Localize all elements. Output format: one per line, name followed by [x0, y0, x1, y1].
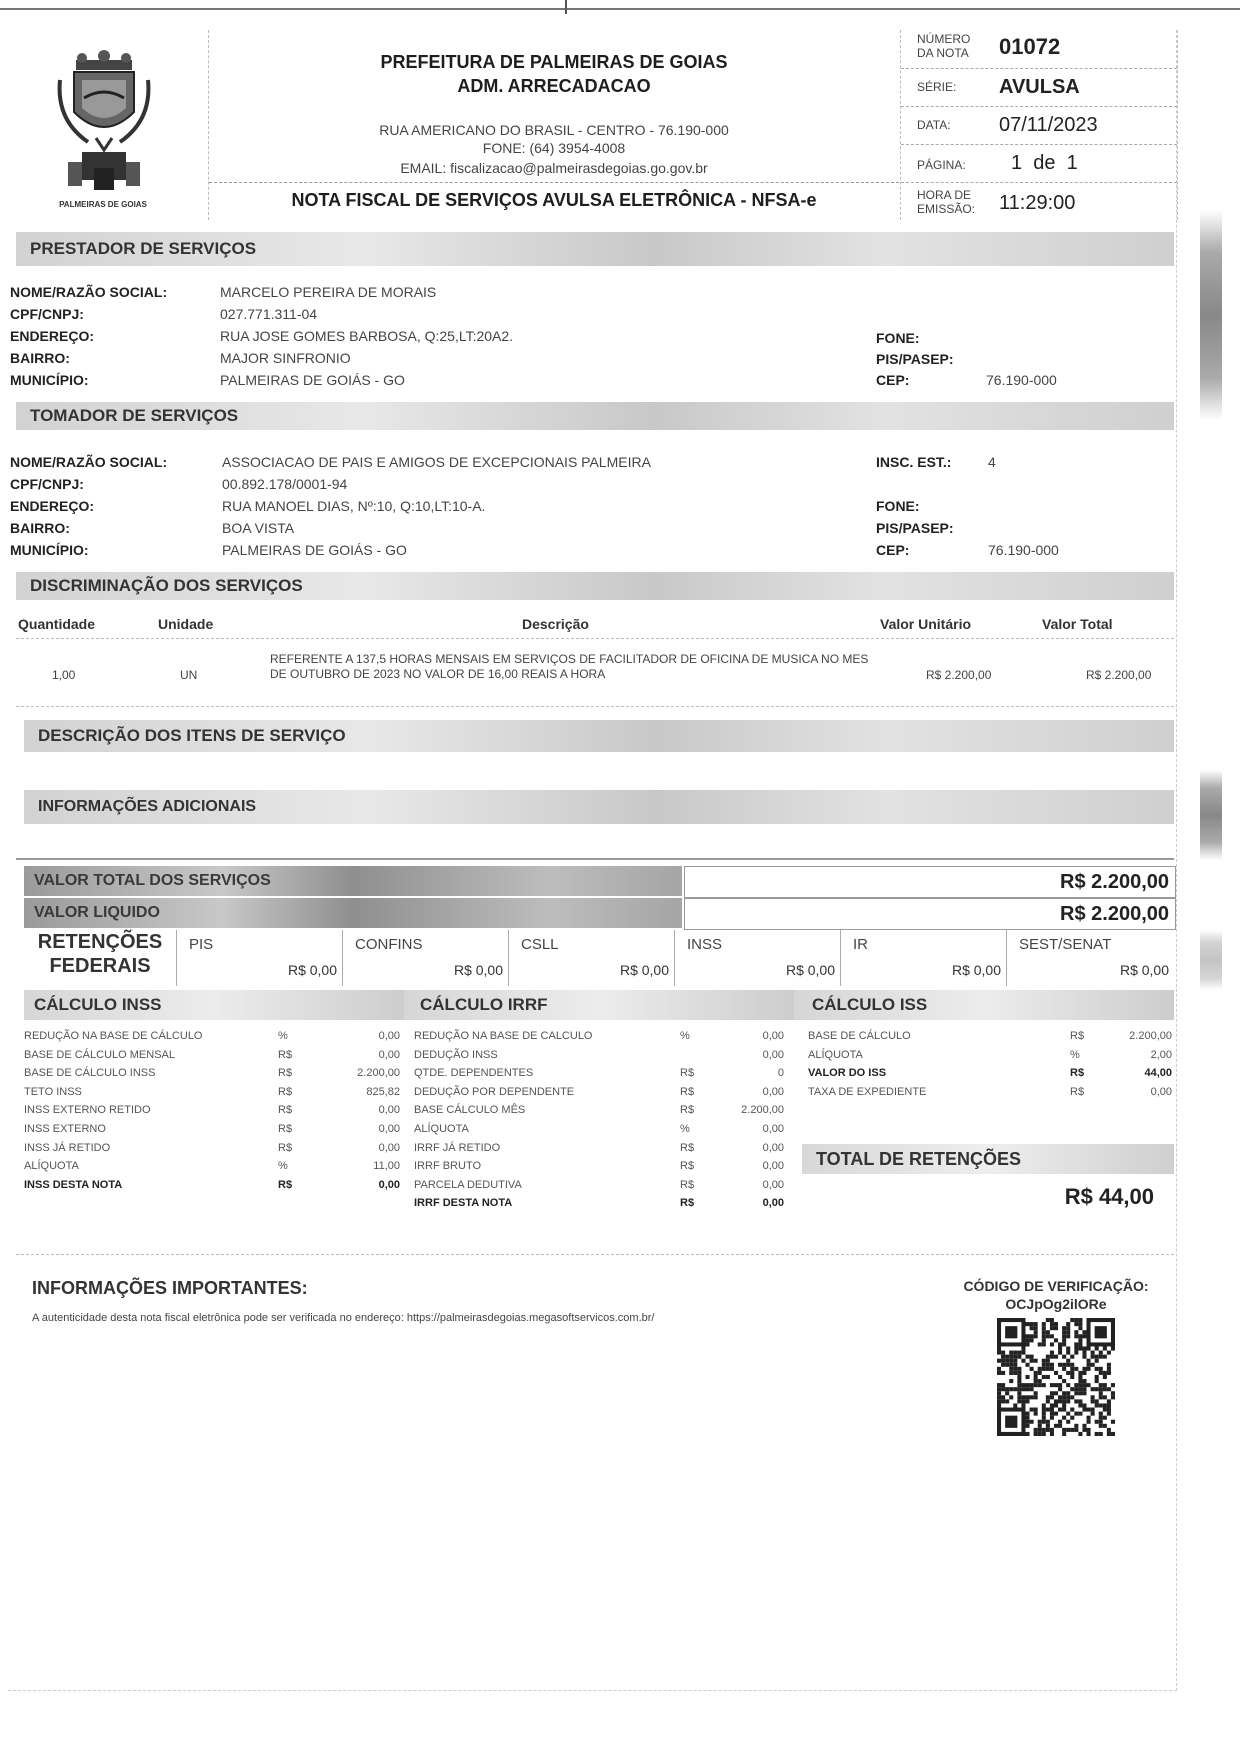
calc-value: 0,00 [378, 1030, 400, 1042]
divider [16, 706, 1174, 707]
prestador-cep: 76.190-000 [986, 372, 1057, 388]
calc-unit: R$ [680, 1104, 695, 1117]
itens-title: DESCRIÇÃO DOS ITENS DE SERVIÇO [38, 726, 346, 745]
calc-row [414, 1067, 784, 1085]
retencao-csll [508, 930, 675, 986]
calc-row [414, 1123, 784, 1141]
meta-numero [901, 30, 1177, 69]
calc-value: 825,82 [366, 1085, 400, 1098]
prestador-fone-label: FONE: [876, 330, 920, 346]
calc-value: 0,00 [762, 1141, 784, 1154]
col-quantidade: Quantidade [18, 616, 96, 632]
calc-row [808, 1086, 1172, 1104]
calc-label: INSS JÁ RETIDO [24, 1141, 111, 1154]
divider [16, 1254, 1174, 1255]
calculo-irrf-title: CÁLCULO IRRF [420, 995, 548, 1014]
calc-value: 0,00 [378, 1178, 400, 1191]
calc-row [808, 1067, 1172, 1085]
verificacao-label: CÓDIGO DE VERIFICAÇÃO: [963, 1278, 1149, 1294]
retencao-name: CONFINS [355, 936, 423, 953]
page-indicator: 1 de 1 [1011, 152, 1078, 174]
retencao-inss [674, 930, 841, 986]
calc-label: BASE DE CÁLCULO [808, 1030, 911, 1042]
calc-unit: R$ [278, 1178, 293, 1191]
calc-unit: R$ [278, 1085, 293, 1098]
calculo-inss-header [24, 990, 404, 1020]
calc-unit: R$ [680, 1197, 695, 1210]
meta-pagina [901, 144, 1177, 183]
calc-label: VALOR DO ISS [808, 1067, 887, 1080]
prestador-cpf: 027.771.311-04 [220, 306, 318, 322]
tomador-cep: 76.190-000 [988, 542, 1059, 558]
calc-label: INSS EXTERNO [24, 1123, 106, 1135]
divider [16, 638, 1174, 639]
tomador-insc-label: INSC. EST.: [876, 454, 952, 470]
tomador-nome-label: NOME/RAZÃO SOCIAL: [10, 454, 168, 470]
calc-value: 0,00 [378, 1048, 400, 1061]
scan-top-tick [565, 0, 567, 14]
retencao-value: R$ 0,00 [453, 962, 503, 978]
calc-unit: R$ [680, 1160, 695, 1173]
retencao-value: R$ 0,00 [619, 962, 669, 978]
calc-row [414, 1179, 784, 1197]
hora-label-2: EMISSÃO: [917, 202, 976, 216]
prestador-pis-label: PIS/PASEP: [876, 351, 954, 367]
calc-unit: % [278, 1030, 288, 1042]
calc-label: ALÍQUOTA [808, 1048, 863, 1061]
retencao-value: R$ 0,00 [785, 962, 835, 978]
col-unidade: Unidade [158, 616, 214, 632]
calc-value: 2.200,00 [357, 1067, 400, 1080]
numero-label: NÚMERO [917, 32, 971, 46]
calc-label: TETO INSS [24, 1085, 82, 1098]
valor-total-label-bar [24, 866, 682, 896]
tomador-cpf: 00.892.178/0001-94 [222, 476, 348, 492]
calc-row [414, 1142, 784, 1160]
col-descricao: Descrição [522, 616, 589, 632]
calc-label: DEDUÇÃO POR DEPENDENTE [414, 1085, 575, 1098]
invoice-number: 01072 [999, 34, 1061, 59]
row-valor-total: R$ 2.200,00 [1086, 668, 1152, 682]
calc-unit: R$ [680, 1085, 695, 1098]
calc-value: 2,00 [1150, 1048, 1172, 1061]
calculo-irrf-header [404, 990, 794, 1020]
meta-serie [901, 68, 1177, 107]
issuer-email: EMAIL: fiscalizacao@palmeirasdegoias.go.gov.br [400, 160, 708, 176]
calc-unit: % [680, 1123, 690, 1135]
calc-unit: % [680, 1030, 690, 1042]
verificacao-code: OCJpOg2ilORe [1005, 1296, 1107, 1312]
qr-code-icon[interactable] [997, 1318, 1115, 1436]
prestador-section-header [16, 232, 1174, 266]
calc-label: TAXA DE EXPEDIENTE [808, 1085, 927, 1098]
calc-value: 0,00 [378, 1123, 400, 1135]
meta-data [901, 106, 1177, 145]
calc-label: INSS DESTA NOTA [24, 1178, 123, 1191]
numero-label-2: DA NOTA [917, 46, 969, 60]
retencao-name: CSLL [521, 936, 559, 953]
row-descricao: REFERENTE A 137,5 HORAS MENSAIS EM SERVIÇOS DE FACILITADOR DE OFICINA DE MUSICA NO MES DE OUTUBRO DE 2023 NO VALOR DE 16,00 REAIS A HORA [270, 652, 869, 681]
retencao-pis [176, 930, 343, 986]
prestador-endereco: RUA JOSE GOMES BARBOSA, Q:25,LT:20A2. [220, 328, 514, 344]
hora-label: HORA DE [917, 188, 972, 202]
total-retencoes-header [802, 1144, 1174, 1174]
calc-row [414, 1104, 784, 1122]
calc-row [414, 1030, 784, 1048]
calc-label: BASE DE CÁLCULO INSS [24, 1067, 156, 1080]
meta-hora [901, 182, 1177, 220]
calc-row [24, 1104, 400, 1122]
issuer-address: RUA AMERICANO DO BRASIL - CENTRO - 76.190-000 [379, 122, 729, 138]
calc-label: PARCELA DEDUTIVA [414, 1178, 522, 1191]
issuer-name: PREFEITURA DE PALMEIRAS DE GOIAS [380, 52, 728, 72]
calc-label: ALÍQUOTA [414, 1123, 469, 1135]
calc-value: 0,00 [762, 1160, 784, 1173]
valor-liquido-label-bar [24, 898, 682, 928]
calc-unit: R$ [278, 1141, 293, 1154]
calc-unit: R$ [278, 1048, 293, 1061]
itens-section-header [24, 720, 1174, 752]
retencao-name: INSS [687, 936, 723, 953]
calc-label: IRRF JÁ RETIDO [414, 1141, 501, 1154]
calc-unit: R$ [278, 1123, 293, 1135]
retencoes-title: RETENÇÕES [37, 931, 163, 953]
retencoes-federais [24, 930, 1174, 986]
tomador-pis-label: PIS/PASEP: [876, 520, 954, 536]
calc-row [414, 1197, 784, 1215]
calc-label: REDUÇÃO NA BASE DE CALCULO [414, 1030, 593, 1042]
calc-row [414, 1160, 784, 1178]
calc-value: 0,00 [1150, 1085, 1172, 1098]
scan-top-border [0, 8, 1240, 10]
retencao-value: R$ 0,00 [951, 962, 1001, 978]
prestador-municipio-label: MUNICÍPIO: [10, 372, 89, 388]
informacoes-text: A autenticidade desta nota fiscal eletrônica pode ser verificada no endereço: https://palmeirasdegoias.megasoftservicos.com.br/ [32, 1312, 655, 1324]
calc-unit: % [278, 1160, 288, 1173]
pagina-label: PÁGINA: [917, 158, 966, 172]
calc-value: 0 [777, 1067, 784, 1080]
total-retencoes-label: TOTAL DE RETENÇÕES [816, 1149, 1022, 1169]
calc-unit: R$ [680, 1067, 695, 1080]
adicionais-section-header [24, 790, 1174, 824]
retencao-confins [342, 930, 509, 986]
prestador-bairro: MAJOR SINFRONIO [220, 350, 351, 366]
valor-total-box [684, 866, 1176, 898]
calc-row [414, 1049, 784, 1067]
scan-shadow [1200, 210, 1222, 420]
calc-value: 11,00 [373, 1160, 400, 1173]
calc-label: INSS EXTERNO RETIDO [24, 1104, 151, 1117]
tomador-endereco: RUA MANOEL DIAS, Nº:10, Q:10,LT:10-A. [222, 498, 486, 514]
calc-unit: R$ [278, 1067, 293, 1080]
tomador-bairro: BOA VISTA [222, 520, 295, 536]
valor-total-label: VALOR TOTAL DOS SERVIÇOS [34, 872, 271, 889]
retencao-value: R$ 0,00 [1119, 962, 1169, 978]
servicos-section-header [16, 572, 1174, 600]
calc-label: IRRF DESTA NOTA [414, 1197, 513, 1210]
prestador-nome: MARCELO PEREIRA DE MORAIS [220, 284, 437, 300]
verificacao-block [938, 1278, 1174, 1436]
tomador-section-header [16, 402, 1174, 430]
document-title: NOTA FISCAL DE SERVIÇOS AVULSA ELETRÔNICA - NFSA-e [291, 190, 817, 210]
valor-liquido-value: R$ 2.200,00 [1060, 903, 1169, 925]
scan-shadow [1200, 930, 1222, 990]
total-retencoes-value: R$ 44,00 [1064, 1184, 1154, 1209]
calc-value: 0,00 [762, 1123, 784, 1135]
emission-time: 11:29:00 [999, 192, 1076, 214]
tomador-cep-label: CEP: [876, 542, 910, 558]
calc-value: 0,00 [762, 1085, 784, 1098]
calc-value: 0,00 [762, 1048, 784, 1061]
tomador-municipio-label: MUNICÍPIO: [10, 542, 89, 558]
retencao-value: R$ 0,00 [287, 962, 337, 978]
col-valor-total: Valor Total [1042, 616, 1113, 632]
calc-row [24, 1142, 400, 1160]
tomador-title: TOMADOR DE SERVIÇOS [30, 406, 239, 425]
valor-liquido-box [684, 898, 1176, 930]
scan-shadow [1200, 770, 1222, 860]
calculo-iss-title: CÁLCULO ISS [812, 995, 928, 1014]
retencoes-title-2: FEDERAIS [49, 955, 151, 977]
data-label: DATA: [917, 118, 951, 132]
retencao-name: SEST/SENAT [1019, 936, 1112, 953]
calc-value: 0,00 [762, 1178, 784, 1191]
invoice-header [8, 30, 1176, 220]
calculo-iss-header [794, 990, 1174, 1020]
logo-caption: PALMEIRAS DE GOIAS [59, 200, 147, 209]
calc-row [24, 1179, 400, 1197]
calc-value: 2.200,00 [741, 1104, 784, 1117]
prestador-nome-label: NOME/RAZÃO SOCIAL: [10, 284, 168, 300]
tomador-endereco-label: ENDEREÇO: [10, 498, 95, 514]
valor-liquido-label: VALOR LIQUIDO [34, 904, 160, 921]
serie-label: SÉRIE: [917, 80, 957, 94]
prestador-municipio: PALMEIRAS DE GOIÁS - GO [220, 372, 405, 388]
informacoes-title: INFORMAÇÕES IMPORTANTES: [32, 1278, 308, 1298]
calc-row [414, 1086, 784, 1104]
tomador-bairro-label: BAIRRO: [10, 520, 70, 536]
issuer-phone: FONE: (64) 3954-4008 [482, 140, 626, 156]
invoice-date: 07/11/2023 [999, 114, 1098, 136]
municipal-coat-of-arms-logo [38, 50, 168, 220]
calc-label: IRRF BRUTO [414, 1160, 482, 1173]
prestador-title: PRESTADOR DE SERVIÇOS [30, 239, 257, 258]
invoice-meta [900, 30, 1178, 220]
tomador-nome: ASSOCIACAO DE PAIS E AMIGOS DE EXCEPCIONAIS PALMEIRA [222, 454, 651, 470]
calc-unit: R$ [1070, 1085, 1085, 1098]
calc-unit: % [1070, 1048, 1080, 1061]
calc-value: 0,00 [762, 1197, 784, 1210]
tomador-cpf-label: CPF/CNPJ: [10, 476, 84, 492]
calc-unit: R$ [1070, 1030, 1085, 1042]
calc-value: 2.200,00 [1129, 1030, 1172, 1042]
calc-row [24, 1049, 400, 1067]
row-unidade: UN [180, 668, 198, 682]
retencao-name: PIS [189, 936, 214, 953]
col-valor-unitario: Valor Unitário [880, 616, 972, 632]
calc-label: BASE DE CÁLCULO MENSAL [24, 1048, 175, 1061]
servicos-title: DISCRIMINAÇÃO DOS SERVIÇOS [30, 576, 303, 595]
calc-row [24, 1030, 400, 1048]
prestador-endereco-label: ENDEREÇO: [10, 328, 95, 344]
row-valor-unitario: R$ 2.200,00 [926, 668, 992, 682]
coat-of-arms-icon [38, 50, 168, 200]
issuer-block [208, 30, 899, 220]
calc-row [24, 1123, 400, 1141]
calc-unit: R$ [680, 1178, 695, 1191]
issuer-department: ADM. ARRECADACAO [457, 76, 651, 96]
divider [16, 858, 1174, 860]
divider [209, 182, 899, 183]
calc-value: 0,00 [378, 1141, 400, 1154]
retencao-name: IR [853, 936, 868, 953]
calc-row [24, 1067, 400, 1085]
calculo-inss-title: CÁLCULO INSS [34, 995, 162, 1014]
calc-label: DEDUÇÃO INSS [414, 1048, 498, 1061]
calc-value: 0,00 [762, 1030, 784, 1042]
calc-value: 0,00 [378, 1104, 400, 1117]
tomador-fone-label: FONE: [876, 498, 920, 514]
tomador-insc: 4 [988, 454, 996, 470]
calc-label: REDUÇÃO NA BASE DE CÁLCULO [24, 1030, 203, 1042]
qr-code-graphic [997, 1318, 1115, 1436]
valor-total-value: R$ 2.200,00 [1060, 871, 1169, 893]
adicionais-title: INFORMAÇÕES ADICIONAIS [38, 798, 257, 815]
calc-unit: R$ [680, 1141, 695, 1154]
prestador-bairro-label: BAIRRO: [10, 350, 70, 366]
calc-label: ALÍQUOTA [24, 1160, 79, 1173]
tomador-municipio: PALMEIRAS DE GOIÁS - GO [222, 542, 407, 558]
calc-row [24, 1160, 400, 1178]
calc-value: 44,00 [1144, 1067, 1172, 1080]
calc-row [808, 1049, 1172, 1067]
invoice-page [8, 30, 1177, 1691]
row-quantidade: 1,00 [52, 668, 76, 682]
calc-unit: R$ [1070, 1067, 1085, 1080]
invoice-serie: AVULSA [999, 76, 1080, 98]
retencao-ir [840, 930, 1007, 986]
retencao-sest-senat [1006, 930, 1175, 986]
prestador-cep-label: CEP: [876, 372, 910, 388]
calc-unit: R$ [278, 1104, 293, 1117]
calc-label: QTDE. DEPENDENTES [414, 1067, 534, 1080]
prestador-cpf-label: CPF/CNPJ: [10, 306, 84, 322]
calc-row [808, 1030, 1172, 1048]
calc-label: BASE CÁLCULO MÊS [414, 1104, 526, 1117]
calc-row [24, 1086, 400, 1104]
